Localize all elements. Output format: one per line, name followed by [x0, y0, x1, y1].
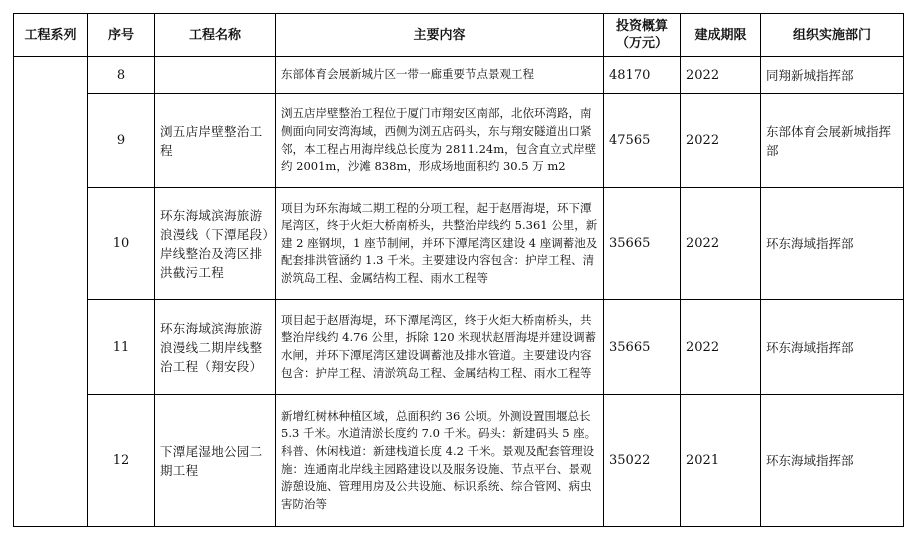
row-deadline: 2022: [681, 94, 761, 188]
row-department: 环东海域指挥部: [761, 188, 904, 300]
row-department: 环东海域指挥部: [761, 300, 904, 395]
row-seq: 11: [88, 300, 155, 395]
row-seq: 12: [88, 395, 155, 527]
row-department: 东部体育会展新城指挥部: [761, 94, 904, 188]
row-investment: 35022: [604, 395, 681, 527]
row-deadline: 2022: [681, 188, 761, 300]
table-row: [14, 395, 904, 527]
header-row: [14, 14, 904, 57]
table-row: [14, 300, 904, 395]
row-content: 浏五店岸壁整治工程位于厦门市翔安区南部，北依环湾路，南侧面向同安湾海域，西侧为浏五店码头，东与翔安隧道出口紧邻，本工程占用海岸线总长度为 2811.24m，包含直立式岸壁约 2001m，沙滩 838m，形成场地面积约 30.5 万 m2: [276, 94, 604, 188]
project-table: [13, 13, 904, 527]
table-row: [14, 94, 904, 188]
header-investment: 投资概算 （万元）: [604, 14, 681, 57]
row-seq: 10: [88, 188, 155, 300]
header-seq: 序号: [88, 14, 155, 57]
row-deadline: 2022: [681, 300, 761, 395]
row-investment: 35665: [604, 300, 681, 395]
row-department: 环东海域指挥部: [761, 395, 904, 527]
row-deadline: 2022: [681, 57, 761, 94]
row-seq: 9: [88, 94, 155, 188]
header-deadline: 建成期限: [681, 14, 761, 57]
row-name: 下潭尾湿地公园二期工程: [155, 395, 276, 527]
table-row: [14, 57, 904, 94]
row-name: 浏五店岸壁整治工程: [155, 94, 276, 188]
row-department: 同翔新城指挥部: [761, 57, 904, 94]
table-row: [14, 188, 904, 300]
header-series: 工程系列: [14, 14, 88, 57]
row-content: 项目起于赵厝海堤，环下潭尾湾区，终于火炬大桥南桥头，共整治岸线约 4.76 公里，拆除 120 米现状赵厝海堤并建设调蓄水闸，并环下潭尾湾区建设调蓄池及排水管道。主要建设内容包含：护岸工程、清淤筑岛工程、金属结构工程、雨水工程等: [276, 300, 604, 395]
header-department: 组织实施部门: [761, 14, 904, 57]
row-name: 环东海域滨海旅游浪漫线（下潭尾段）岸线整治及湾区排洪截污工程: [155, 188, 276, 300]
series-cell: [14, 57, 88, 527]
row-seq: 8: [88, 57, 155, 94]
row-investment: 48170: [604, 57, 681, 94]
header-content: 主要内容: [276, 14, 604, 57]
row-content: 新增红树林种植区域，总面积约 36 公顷。外测设置围堰总长 5.3 千米。水道清淤长度约 7.0 千米。码头：新建码头 5 座。科普、休闲栈道：新建栈道长度 4.2 千米。景观及配套管理设施：连通南北岸线主园路建设以及服务设施、节点平台、景观游憩设施、管理用房及公共设施、标识系统、综合管网、病虫害防治等: [276, 395, 604, 527]
row-name: [155, 57, 276, 94]
header-name: 工程名称: [155, 14, 276, 57]
row-investment: 47565: [604, 94, 681, 188]
row-content: 项目为环东海域二期工程的分项工程，起于赵厝海堤，环下潭尾湾区，终于火炬大桥南桥头，共整治岸线约 5.361 公里，新建 2 座钢坝，1 座节制闸，并环下潭尾湾区建设 4 座调蓄池及配套排洪管涵约 1.3 千米。主要建设内容包含：护岸工程、清淤筑岛工程、金属结构工程、雨水工程等: [276, 188, 604, 300]
row-investment: 35665: [604, 188, 681, 300]
row-name: 环东海域滨海旅游浪漫线二期岸线整治工程（翔安段）: [155, 300, 276, 395]
row-deadline: 2021: [681, 395, 761, 527]
row-content: 东部体育会展新城片区一带一廊重要节点景观工程: [276, 57, 604, 94]
